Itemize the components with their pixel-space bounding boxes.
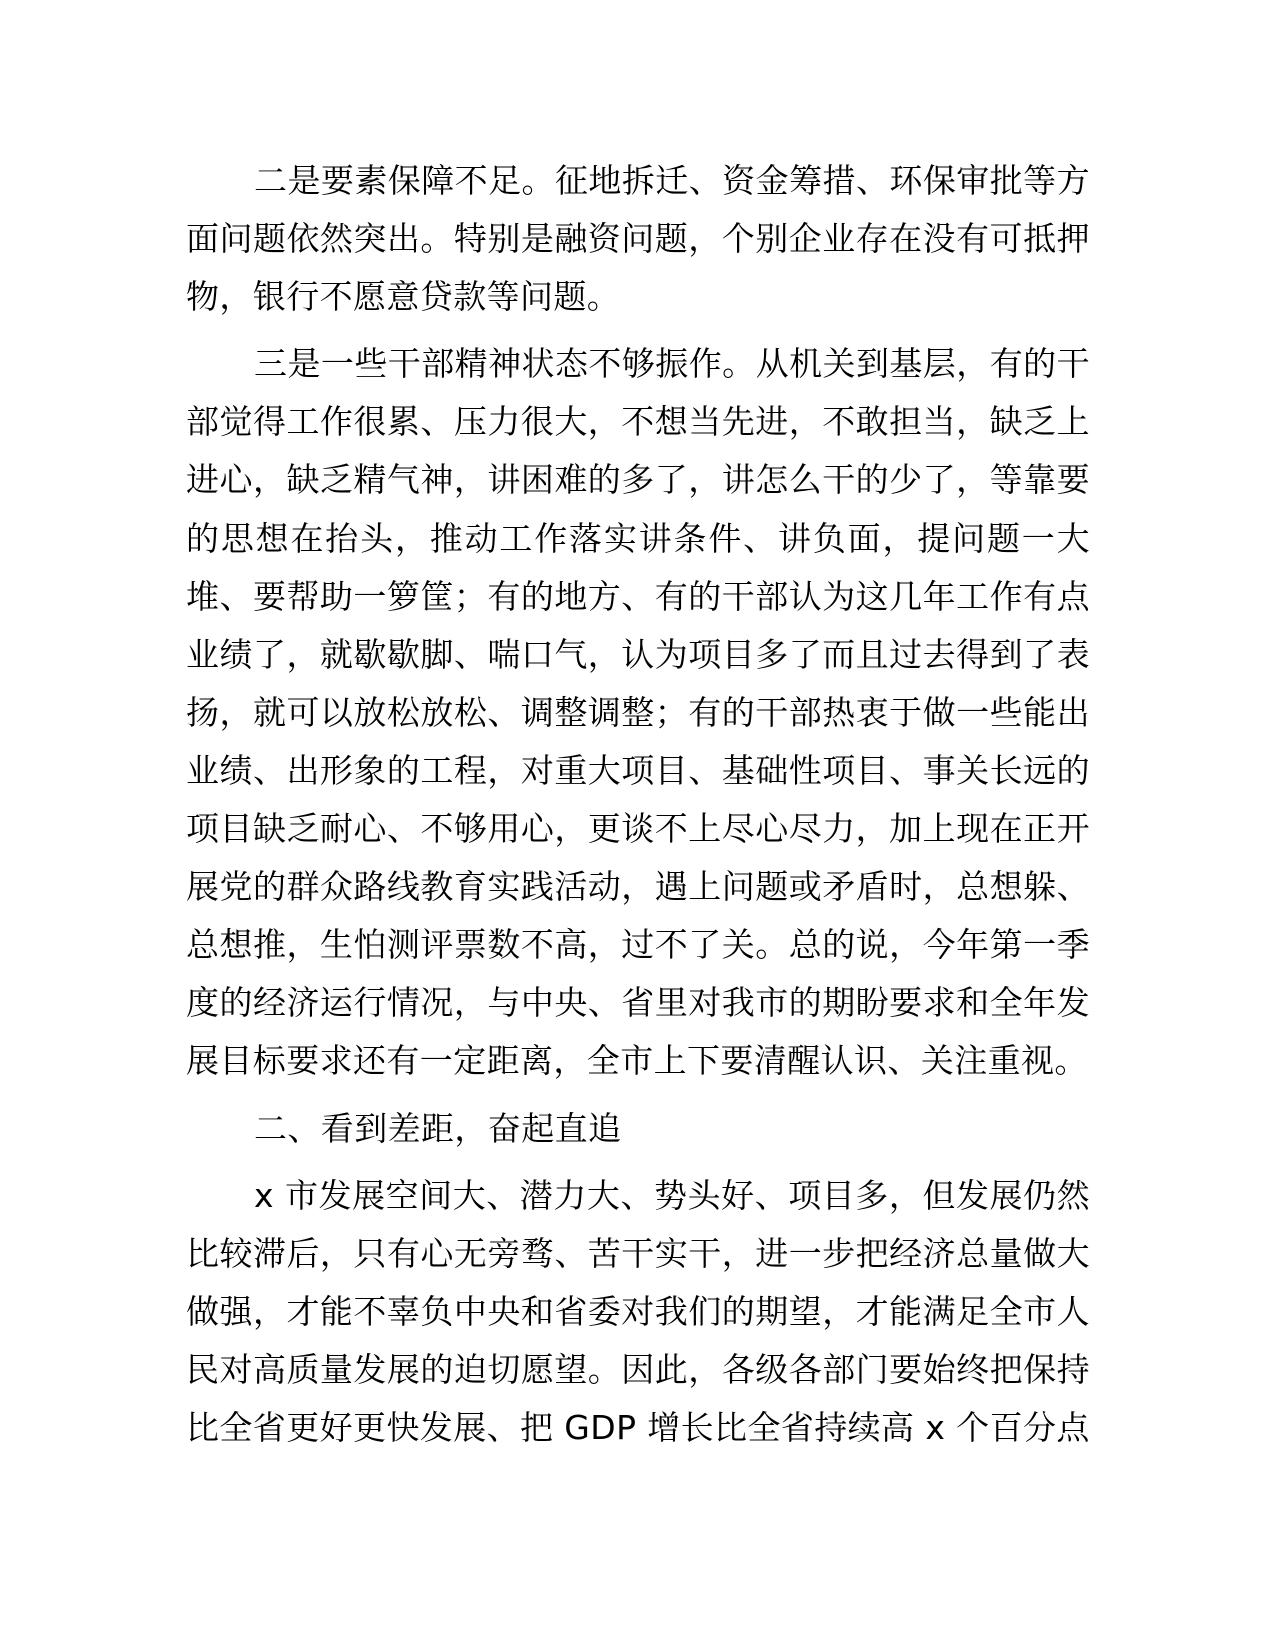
paragraph-element-support: 二是要素保障不足。征地拆迁、资金筹措、环保审批等方面问题依然突出。特别是融资问题，个别企业存在没有可抵押物，银行不愿意贷款等问题。 — [186, 161, 1090, 317]
document-page — [186, 152, 1090, 1466]
paragraph-development: x 市发展空间大、潜力大、势头好、项目多，但发展仍然比较滞后，只有心无旁骛、苦干实干，进一步把经济总量做大做强，才能不辜负中央和省委对我们的期望，才能满足全市人民对高质量发展的迫切愿望。因此，各级各部门要始终把保持比全省更好更快发展、把 GDP 增长比全省持续高 x 个百分点 — [186, 1175, 1090, 1447]
section-heading: 二、看到差距，奋起直追 — [254, 1108, 622, 1148]
paragraph-cadre-spirit: 三是一些干部精神状态不够振作。从机关到基层，有的干部觉得工作很累、压力很大，不想当先进，不敢担当，缺乏上进心，缺乏精气神，讲困难的多了，讲怎么干的少了，等靠要的思想在抬头，推动工作落实讲条件、讲负面，提问题一大堆、要帮助一箩筐；有的地方、有的干部认为这几年工作有点业绩了，就歇歇脚、喘口气，认为项目多了而且过去得到了表扬，就可以放松放松、调整调整；有的干部热衷于做一些能出业绩、出形象的工程，对重大项目、基础性项目、事关长远的项目缺乏耐心、不够用心，更谈不上尽心尽力，加上现在正开展党的群众路线教育实践活动，遇上问题或矛盾时，总想躲、总想推，生怕测评票数不高，过不了关。总的说，今年第一季度的经济运行情况，与中央、省里对我市的期盼要求和全年发展目标要求还有一定距离，全市上下要清醒认识、关注重视。 — [186, 344, 1090, 1081]
